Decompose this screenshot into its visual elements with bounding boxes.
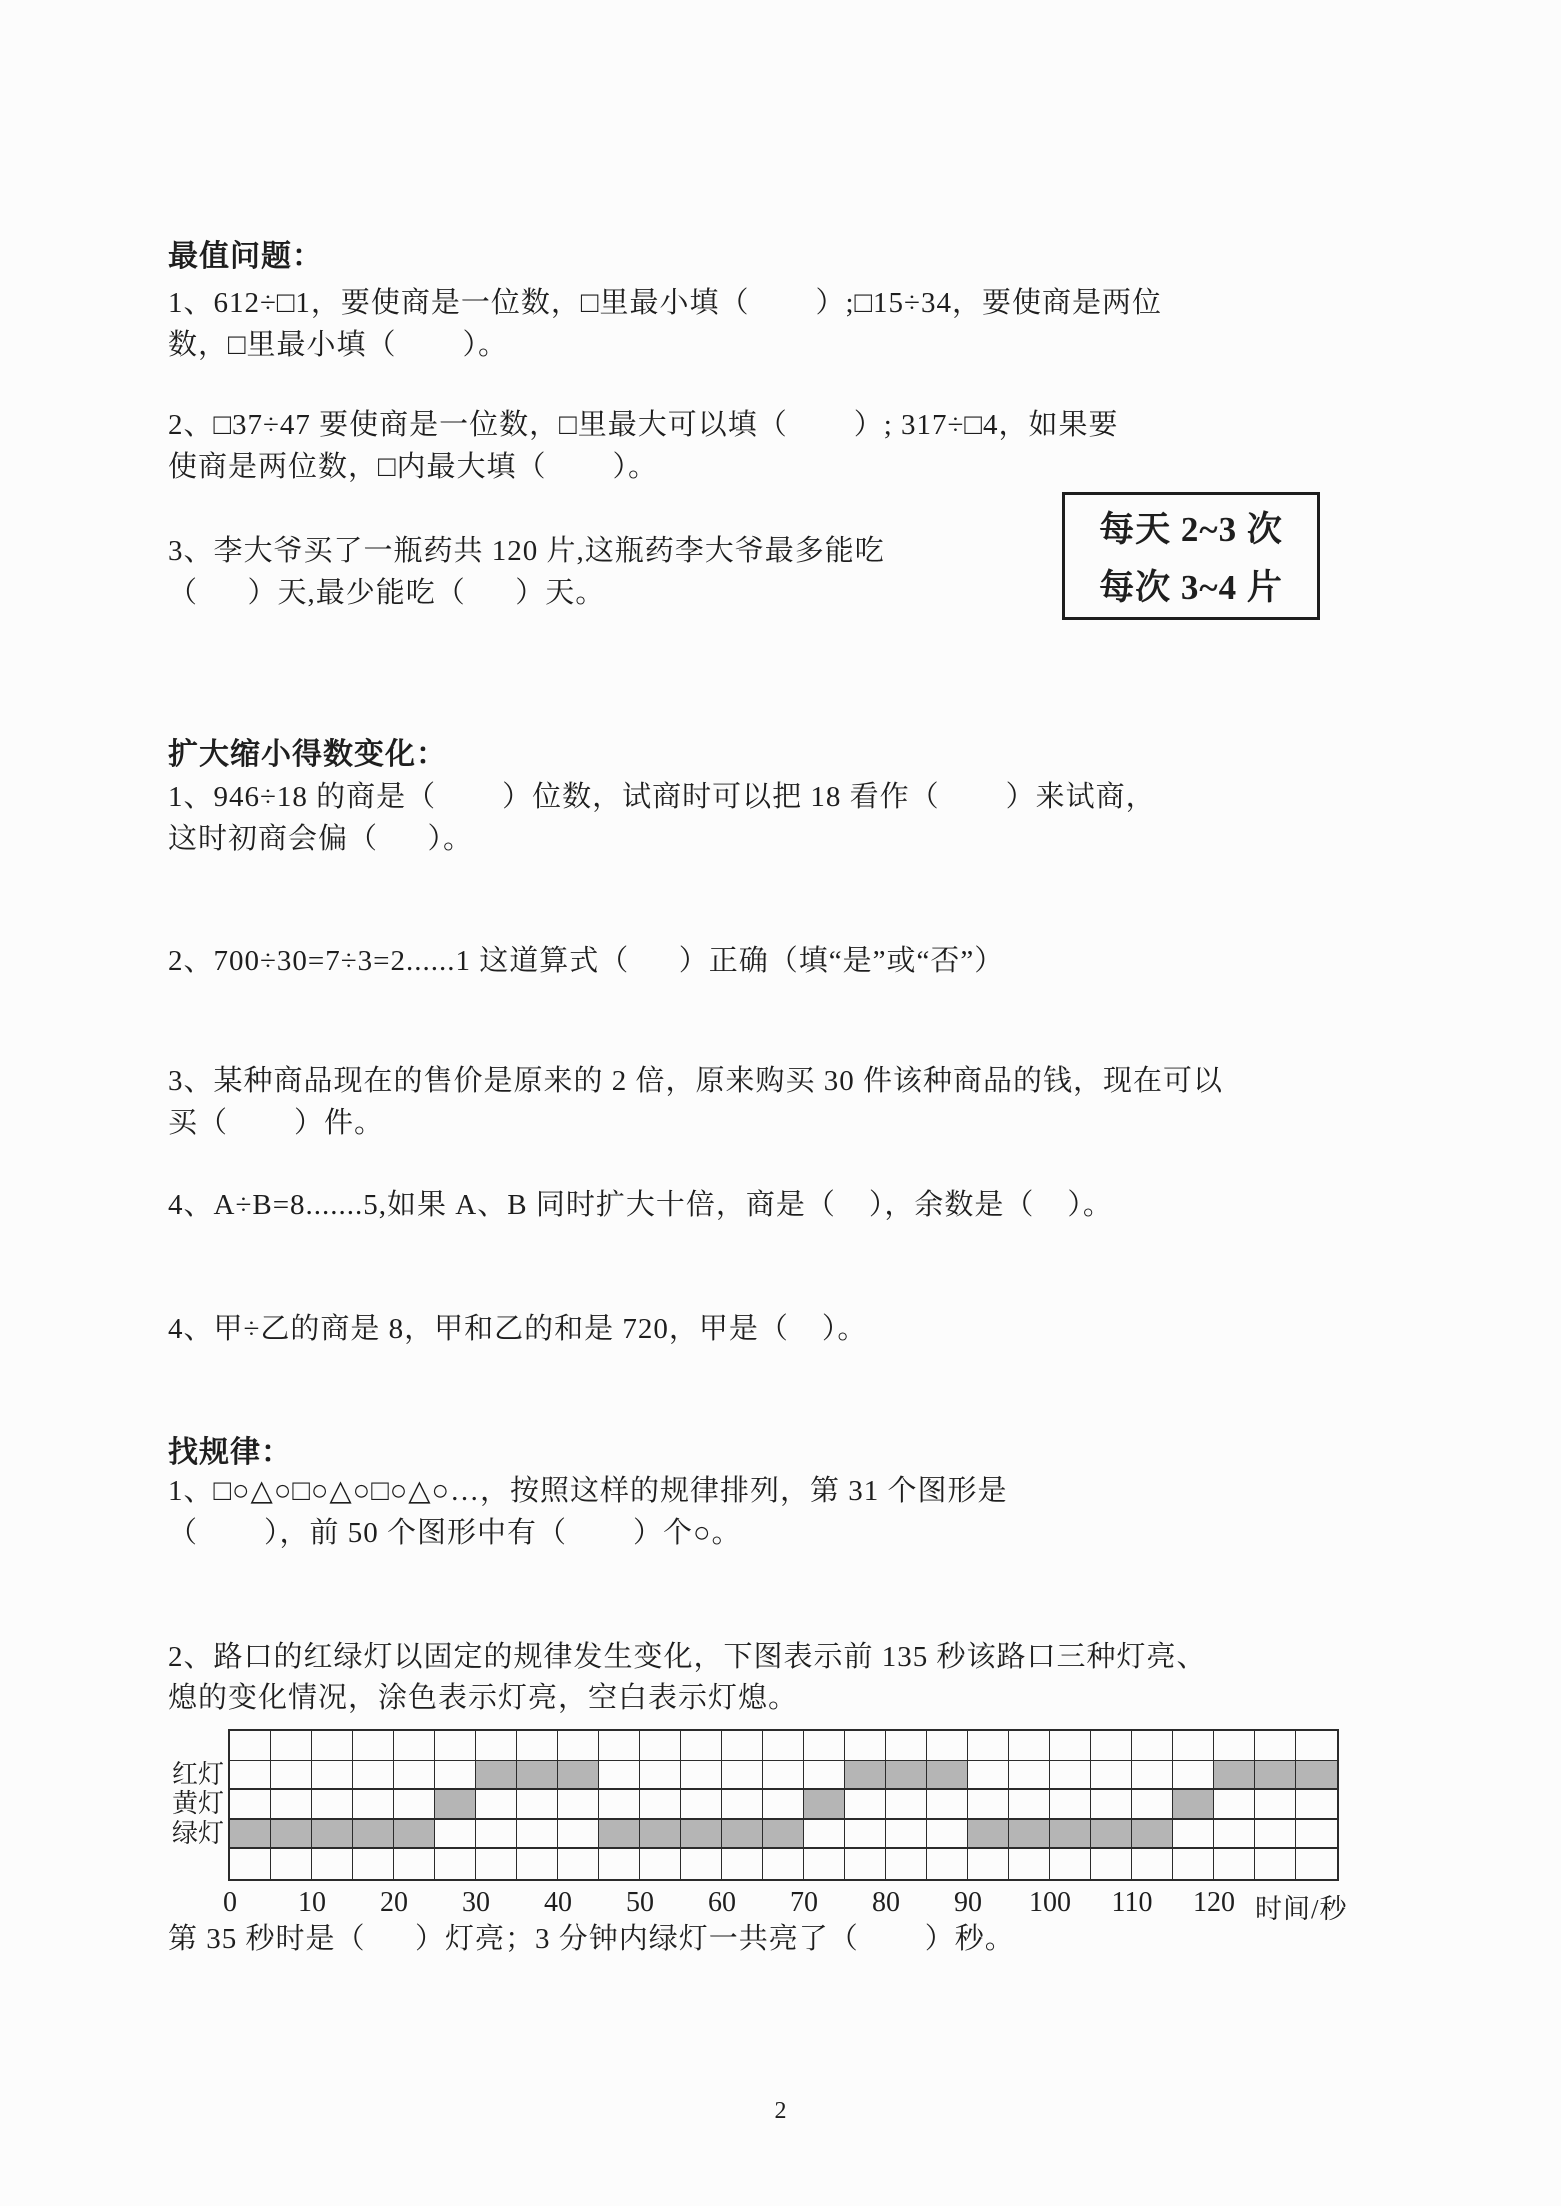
grid-cell <box>394 1731 435 1761</box>
grid-cell <box>476 1820 517 1850</box>
grid-cell <box>435 1761 476 1791</box>
s1-problem2-line2: 使商是两位数，□内最大填（ ）。 <box>168 451 659 483</box>
grid-cell <box>558 1790 599 1820</box>
grid-cell <box>968 1790 1009 1820</box>
grid-cell <box>1173 1790 1214 1820</box>
row-label-3: 绿灯 <box>171 1818 224 1848</box>
grid-cell <box>271 1761 312 1791</box>
grid-cell <box>599 1761 640 1791</box>
grid-cell <box>271 1849 312 1879</box>
grid-cell <box>1173 1731 1214 1761</box>
grid-cell <box>1132 1790 1173 1820</box>
grid-cell <box>1091 1849 1132 1879</box>
grid-cell <box>394 1790 435 1820</box>
grid-cell <box>763 1761 804 1791</box>
grid-cell <box>927 1790 968 1820</box>
s1-problem3-line2: （ ）天,最少能吃（ ）天。 <box>168 577 606 609</box>
grid-cell <box>968 1820 1009 1850</box>
grid-cell <box>312 1790 353 1820</box>
grid-cell <box>640 1790 681 1820</box>
grid-cell <box>1050 1790 1091 1820</box>
grid-cell <box>804 1790 845 1820</box>
grid-cell <box>1296 1849 1337 1879</box>
s2-problem1-line1: 1、946÷18 的商是（ ）位数，试商时可以把 18 看作（ ）来试商， <box>168 781 1156 813</box>
grid-cell <box>435 1820 476 1850</box>
grid-cell <box>353 1790 394 1820</box>
grid-cell <box>1009 1731 1050 1761</box>
grid-cell <box>1255 1849 1296 1879</box>
grid-cell <box>1173 1761 1214 1791</box>
grid-cell <box>353 1731 394 1761</box>
grid-cell <box>435 1731 476 1761</box>
s2-problem3-line1: 3、某种商品现在的售价是原来的 2 倍，原来购买 30 件该种商品的钱，现在可以 <box>168 1065 1224 1097</box>
grid-cell <box>681 1731 722 1761</box>
grid-cell <box>845 1849 886 1879</box>
grid-cell <box>927 1849 968 1879</box>
grid-cell <box>1214 1761 1255 1791</box>
grid-cell <box>312 1820 353 1850</box>
grid-cell <box>1255 1820 1296 1850</box>
grid-cell <box>722 1761 763 1791</box>
grid-cell <box>1091 1790 1132 1820</box>
grid-cell <box>1255 1761 1296 1791</box>
grid-cell <box>886 1790 927 1820</box>
grid-cell <box>353 1820 394 1850</box>
grid-cell <box>968 1731 1009 1761</box>
grid-cell <box>845 1790 886 1820</box>
section-pattern-title: 找规律： <box>168 1436 292 1469</box>
dosage-per-time: 每次 3~4 片 <box>1099 567 1283 607</box>
grid-cell <box>394 1761 435 1791</box>
grid-cell <box>1132 1761 1173 1791</box>
row-label-2: 黄灯 <box>171 1789 224 1819</box>
s2-problem3-line2: 买（ ）件。 <box>168 1107 385 1139</box>
grid-cell <box>230 1820 271 1850</box>
s1-problem1-line2: 数，□里最小填（ ）。 <box>168 329 509 361</box>
grid-cell <box>435 1790 476 1820</box>
grid-cell <box>312 1761 353 1791</box>
grid-cell <box>1173 1820 1214 1850</box>
axis-tick: 80 <box>872 1887 900 1918</box>
grid-cell <box>517 1790 558 1820</box>
grid-cell <box>1009 1790 1050 1820</box>
grid-cell <box>763 1820 804 1850</box>
grid-cell <box>804 1731 845 1761</box>
grid-cell <box>640 1731 681 1761</box>
s3-problem1-line2: （ ），前 50 个图形中有（ ）个○。 <box>168 1517 742 1549</box>
grid-cell <box>476 1731 517 1761</box>
grid-cell <box>476 1849 517 1879</box>
grid-cell <box>763 1849 804 1879</box>
grid-cell <box>804 1849 845 1879</box>
grid-cell <box>353 1849 394 1879</box>
grid-cell <box>1214 1820 1255 1850</box>
grid-cell <box>1214 1731 1255 1761</box>
section-scale-change-title: 扩大缩小得数变化： <box>168 738 447 771</box>
grid-cell <box>1050 1731 1091 1761</box>
axis-tick: 70 <box>790 1887 818 1918</box>
grid-cell <box>1050 1849 1091 1879</box>
grid-cell <box>517 1820 558 1850</box>
grid-cell <box>353 1761 394 1791</box>
grid-cell <box>230 1790 271 1820</box>
grid-cell <box>1009 1849 1050 1879</box>
grid-cell <box>722 1731 763 1761</box>
grid-cell <box>517 1731 558 1761</box>
grid-cell <box>681 1790 722 1820</box>
grid-cell <box>968 1761 1009 1791</box>
grid-cell <box>640 1849 681 1879</box>
axis-tick: 120 <box>1193 1887 1235 1918</box>
grid-cell <box>640 1820 681 1850</box>
grid-cell <box>517 1849 558 1879</box>
grid-cell <box>1132 1731 1173 1761</box>
grid-cell <box>599 1820 640 1850</box>
grid-cell <box>763 1731 804 1761</box>
grid-cell <box>599 1731 640 1761</box>
grid-cell <box>1050 1761 1091 1791</box>
grid-cell <box>1009 1761 1050 1791</box>
axis-tick: 60 <box>708 1887 736 1918</box>
axis-tick: 50 <box>626 1887 654 1918</box>
axis-tick: 0 <box>223 1887 237 1918</box>
row-label-1: 红灯 <box>171 1759 224 1789</box>
grid-cell <box>722 1790 763 1820</box>
s3-problem2-line1: 2、路口的红绿灯以固定的规律发生变化，下图表示前 135 秒该路口三种灯亮、 <box>168 1641 1207 1673</box>
grid-cell <box>558 1731 599 1761</box>
grid-cell <box>1255 1790 1296 1820</box>
axis-tick: 20 <box>380 1887 408 1918</box>
grid-cell <box>1255 1731 1296 1761</box>
grid-cell <box>804 1761 845 1791</box>
s3-problem2-line2: 熄的变化情况，涂色表示灯亮，空白表示灯熄。 <box>168 1682 799 1714</box>
chart-question: 第 35 秒时是（ ）灯亮；3 分钟内绿灯一共亮了（ ）秒。 <box>168 1923 1015 1955</box>
grid-cell <box>927 1761 968 1791</box>
grid-cell <box>230 1731 271 1761</box>
page-number: 2 <box>774 2098 787 2124</box>
s2-problem1-line2: 这时初商会偏（ ）。 <box>168 823 474 855</box>
grid-cell <box>681 1761 722 1791</box>
grid-cell <box>804 1820 845 1850</box>
grid-cell <box>1173 1849 1214 1879</box>
grid-cell <box>968 1849 1009 1879</box>
grid-cell <box>394 1820 435 1850</box>
grid-cell <box>1296 1731 1337 1761</box>
grid-cell <box>763 1790 804 1820</box>
axis-tick: 30 <box>462 1887 490 1918</box>
grid-cell <box>1091 1820 1132 1850</box>
s1-problem1-line1: 1、612÷□1，要使商是一位数，□里最小填（ ）;□15÷34，要使商是两位 <box>168 287 1162 319</box>
grid-cell <box>845 1820 886 1850</box>
axis-tick: 100 <box>1029 1887 1071 1918</box>
s1-problem3-line1: 3、李大爷买了一瓶药共 120 片,这瓶药李大爷最多能吃 <box>168 535 885 567</box>
grid-cell <box>1132 1820 1173 1850</box>
grid-cell <box>230 1761 271 1791</box>
grid-cell <box>271 1790 312 1820</box>
grid-cell <box>640 1761 681 1791</box>
grid-cell <box>1296 1820 1337 1850</box>
medicine-dosage-box <box>1062 492 1320 620</box>
dosage-per-day: 每天 2~3 次 <box>1099 510 1283 550</box>
grid-cell <box>722 1820 763 1850</box>
grid-cell <box>271 1731 312 1761</box>
grid-cell <box>1009 1820 1050 1850</box>
grid-cell <box>312 1731 353 1761</box>
axis-tick: 110 <box>1111 1887 1153 1918</box>
grid-cell <box>681 1849 722 1879</box>
grid-cell <box>312 1849 353 1879</box>
traffic-light-grid <box>228 1729 1339 1881</box>
grid-cell <box>476 1790 517 1820</box>
grid-cell <box>886 1761 927 1791</box>
grid-cell <box>1214 1790 1255 1820</box>
axis-tick: 10 <box>298 1887 326 1918</box>
grid-cell <box>1091 1731 1132 1761</box>
grid-cell <box>845 1761 886 1791</box>
grid-cell <box>476 1761 517 1791</box>
grid-cell <box>886 1731 927 1761</box>
grid-cell <box>1132 1849 1173 1879</box>
grid-cell <box>271 1820 312 1850</box>
axis-tick: 40 <box>544 1887 572 1918</box>
grid-cell <box>394 1849 435 1879</box>
grid-cell <box>599 1790 640 1820</box>
grid-cell <box>558 1820 599 1850</box>
grid-cell <box>886 1820 927 1850</box>
grid-cell <box>845 1731 886 1761</box>
grid-cell <box>230 1849 271 1879</box>
s2-problem2: 2、700÷30=7÷3=2......1 这道算式（ ）正确（填“是”或“否”） <box>168 945 1005 977</box>
grid-cell <box>681 1820 722 1850</box>
s3-problem1-line1: 1、□○△○□○△○□○△○…，按照这样的规律排列，第 31 个图形是 <box>168 1475 1008 1507</box>
grid-cell <box>722 1849 763 1879</box>
s2-problem5: 4、甲÷乙的商是 8，甲和乙的和是 720，甲是（ ）。 <box>168 1313 868 1345</box>
grid-cell <box>558 1761 599 1791</box>
axis-tick: 90 <box>954 1887 982 1918</box>
grid-cell <box>1214 1849 1255 1879</box>
grid-cell <box>927 1731 968 1761</box>
section-max-min-title: 最值问题： <box>168 240 323 273</box>
grid-cell <box>435 1849 476 1879</box>
grid-cell <box>1296 1790 1337 1820</box>
grid-cell <box>599 1849 640 1879</box>
grid-cell <box>558 1849 599 1879</box>
axis-unit-label: 时间/秒 <box>1255 1894 1348 1924</box>
grid-cell <box>886 1849 927 1879</box>
grid-cell <box>517 1761 558 1791</box>
grid-cell <box>1050 1820 1091 1850</box>
grid-cell <box>1296 1761 1337 1791</box>
s2-problem4: 4、A÷B=8.......5,如果 A、B 同时扩大十倍，商是（ ），余数是（ ）。 <box>168 1189 1113 1221</box>
s1-problem2-line1: 2、□37÷47 要使商是一位数，□里最大可以填（ ）; 317÷□4，如果要 <box>168 409 1119 441</box>
grid-cell <box>927 1820 968 1850</box>
grid-cell <box>1091 1761 1132 1791</box>
